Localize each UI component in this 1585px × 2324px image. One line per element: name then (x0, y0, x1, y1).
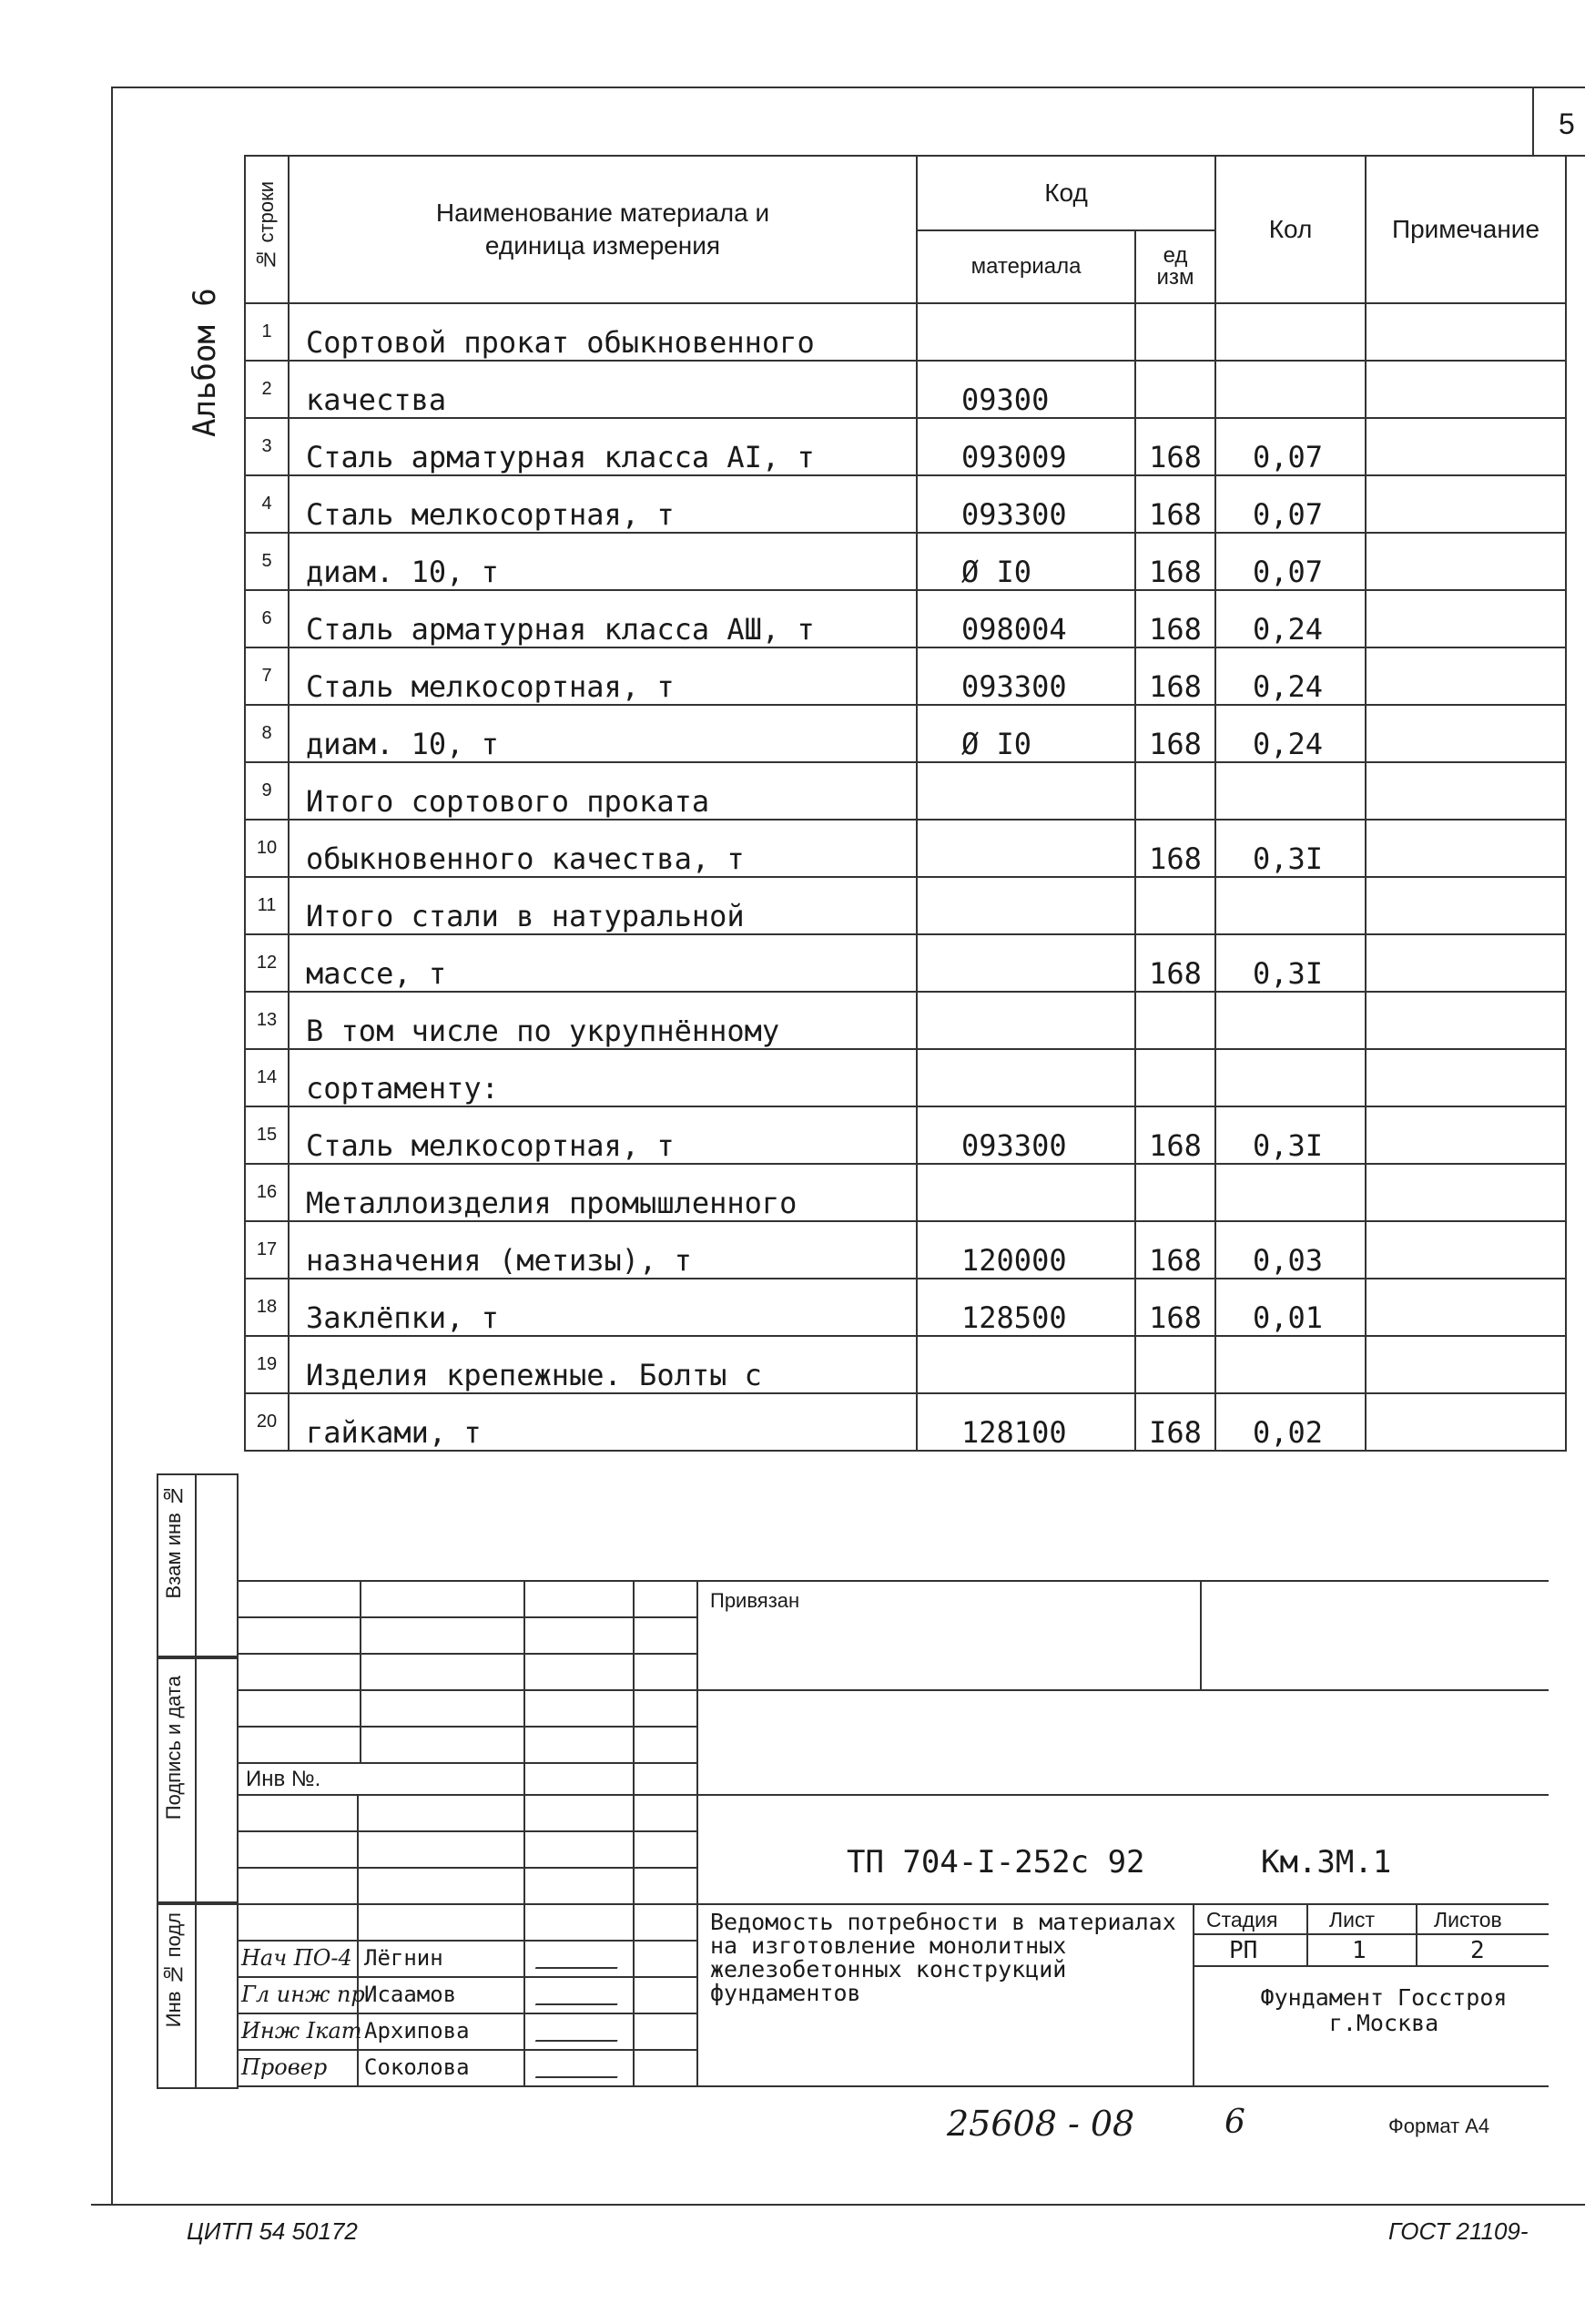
side-stripe-vzam-value (193, 1473, 239, 1659)
row-number: 19 (245, 1336, 289, 1393)
quantity (1215, 877, 1366, 934)
note (1366, 590, 1566, 647)
material-name: качества (289, 361, 917, 418)
material-code (917, 877, 1135, 934)
note (1366, 647, 1566, 705)
row-number: 12 (245, 934, 289, 992)
signature-mark (535, 2031, 621, 2042)
material-code (917, 1049, 1135, 1106)
person-role: Гл инж пр (241, 1982, 365, 2007)
table-row (245, 1393, 1566, 1451)
material-code (917, 303, 1135, 361)
table-row (245, 1164, 1566, 1221)
note (1366, 1106, 1566, 1164)
material-name: назначения (метизы), т (289, 1221, 917, 1279)
material-name: Заклёпки, т (289, 1279, 917, 1336)
table-row (245, 1049, 1566, 1106)
note (1366, 992, 1566, 1049)
signature-mark (535, 1994, 621, 2005)
quantity (1215, 1164, 1366, 1221)
quantity (1215, 361, 1366, 418)
inv-no-label: Инв №. (246, 1767, 321, 1791)
note (1366, 1279, 1566, 1336)
row-number: 1 (245, 303, 289, 361)
signature-mark (535, 1958, 621, 1969)
table-row (245, 533, 1566, 590)
row-number: 20 (245, 1393, 289, 1451)
header-material: материала (917, 230, 1135, 303)
unit-code (1135, 992, 1215, 1049)
header-unit: ед изм (1135, 230, 1215, 303)
person-role: Инж Iкат (241, 2018, 362, 2044)
material-name: Сталь арматурная класса AI, т (289, 418, 917, 475)
person-role: Провер (241, 2054, 328, 2080)
row-number: 4 (245, 475, 289, 533)
unit-code: 168 (1135, 1106, 1215, 1164)
footer-number: 25608 - 08 (947, 2104, 1135, 2144)
document-code: ТП 704-I-252с 92 (847, 1844, 1145, 1881)
table-row (245, 934, 1566, 992)
row-number: 8 (245, 705, 289, 762)
row-number: 18 (245, 1279, 289, 1336)
table-row (245, 1336, 1566, 1393)
material-name: обыкновенного качества, т (289, 820, 917, 877)
quantity (1215, 992, 1366, 1049)
row-number: 2 (245, 361, 289, 418)
material-name: Сталь мелкосортная, т (289, 475, 917, 533)
privyazan-label: Привязан (710, 1589, 800, 1612)
sheets-value: 2 (1470, 1937, 1485, 1964)
sheets-label: Листов (1434, 1908, 1502, 1932)
material-code: 128100 (917, 1393, 1135, 1451)
frame-bottom-line (91, 2204, 1585, 2206)
material-name: Изделия крепежные. Болты с (289, 1336, 917, 1393)
table-row (245, 877, 1566, 934)
quantity: 0,07 (1215, 533, 1366, 590)
note (1366, 820, 1566, 877)
note (1366, 1049, 1566, 1106)
footer-left-code: ЦИТП 54 50172 (187, 2217, 358, 2245)
note (1366, 533, 1566, 590)
table-row (245, 705, 1566, 762)
quantity: 0,24 (1215, 647, 1366, 705)
table-row (245, 820, 1566, 877)
side-stripe-podpis-value (193, 1656, 239, 1905)
unit-code: 168 (1135, 533, 1215, 590)
person-name: Исаамов (364, 1982, 457, 2007)
material-code: 128500 (917, 1279, 1135, 1336)
material-name: диам. 10, т (289, 705, 917, 762)
sheet-label: Лист (1329, 1908, 1375, 1932)
material-name: Сталь мелкосортная, т (289, 1106, 917, 1164)
unit-code: 168 (1135, 934, 1215, 992)
unit-code (1135, 1049, 1215, 1106)
material-code: 098004 (917, 590, 1135, 647)
note (1366, 418, 1566, 475)
material-code: 09300 (917, 361, 1135, 418)
row-number: 9 (245, 762, 289, 820)
note (1366, 1393, 1566, 1451)
unit-code: 168 (1135, 590, 1215, 647)
unit-code: 168 (1135, 705, 1215, 762)
album-label: Альбом 6 (187, 288, 223, 437)
stage-label: Стадия (1206, 1908, 1278, 1932)
note (1366, 475, 1566, 533)
row-number: 14 (245, 1049, 289, 1106)
quantity: 0,03 (1215, 1221, 1366, 1279)
material-name: сортаменту: (289, 1049, 917, 1106)
note (1366, 762, 1566, 820)
material-name: Металлоизделия промышленного (289, 1164, 917, 1221)
unit-code (1135, 762, 1215, 820)
person-name: Архипова (364, 2018, 470, 2044)
material-name: Сталь мелкосортная, т (289, 647, 917, 705)
material-code: 093300 (917, 1106, 1135, 1164)
row-number: 11 (245, 877, 289, 934)
unit-code (1135, 303, 1215, 361)
table-row (245, 1279, 1566, 1336)
table-row (245, 303, 1566, 361)
unit-code: 168 (1135, 647, 1215, 705)
row-number: 6 (245, 590, 289, 647)
object-name: Фундамент Госстроя г.Москва (1260, 1984, 1508, 2036)
table-row (245, 992, 1566, 1049)
material-code (917, 820, 1135, 877)
header-row-no: № строки (245, 156, 289, 303)
quantity: 0,24 (1215, 705, 1366, 762)
header-note: Примечание (1366, 156, 1566, 303)
unit-code: 168 (1135, 475, 1215, 533)
table-row (245, 762, 1566, 820)
note (1366, 877, 1566, 934)
side-stripe-vzam: Взам инв № (157, 1473, 197, 1659)
material-code (917, 934, 1135, 992)
material-name: Сортовой прокат обыкновенного (289, 303, 917, 361)
material-code: 093009 (917, 418, 1135, 475)
quantity: 0,24 (1215, 590, 1366, 647)
note (1366, 1221, 1566, 1279)
row-number: 16 (245, 1164, 289, 1221)
table-row (245, 361, 1566, 418)
document-suffix: Км.ЗМ.1 (1261, 1844, 1392, 1881)
frame-left-line (111, 87, 113, 2204)
material-name: Итого сортового проката (289, 762, 917, 820)
sheet-value: 1 (1352, 1937, 1367, 1964)
row-number: 13 (245, 992, 289, 1049)
material-name: гайками, т (289, 1393, 917, 1451)
quantity: 0,01 (1215, 1279, 1366, 1336)
material-name: диам. 10, т (289, 533, 917, 590)
unit-code (1135, 1336, 1215, 1393)
row-number: 10 (245, 820, 289, 877)
material-code: 120000 (917, 1221, 1135, 1279)
material-name: В том числе по укрупнённому (289, 992, 917, 1049)
quantity (1215, 1336, 1366, 1393)
header-name: Наименование материала и единица измерения (289, 156, 917, 303)
note (1366, 361, 1566, 418)
material-code: 093300 (917, 647, 1135, 705)
unit-code: 168 (1135, 1221, 1215, 1279)
header-qty: Кол (1215, 156, 1366, 303)
signature-mark (535, 2067, 621, 2078)
quantity (1215, 762, 1366, 820)
unit-code (1135, 877, 1215, 934)
unit-code (1135, 361, 1215, 418)
quantity: 0,02 (1215, 1393, 1366, 1451)
person-name: Соколова (364, 2054, 470, 2080)
header-code: Код (917, 156, 1215, 230)
side-stripe-inv: Инв № подл (157, 1901, 197, 2089)
side-stripe-inv-value (193, 1901, 239, 2089)
material-code: 093300 (917, 475, 1135, 533)
quantity: 0,07 (1215, 418, 1366, 475)
material-code (917, 992, 1135, 1049)
quantity (1215, 303, 1366, 361)
footer-format: Формат А4 (1388, 2115, 1490, 2137)
table-row (245, 1106, 1566, 1164)
row-number: 15 (245, 1106, 289, 1164)
unit-code: 168 (1135, 418, 1215, 475)
sheet-number: 5 (1559, 107, 1575, 140)
quantity (1215, 1049, 1366, 1106)
table-row (245, 590, 1566, 647)
row-number: 3 (245, 418, 289, 475)
person-name: Лёгнин (364, 1945, 443, 1971)
note (1366, 934, 1566, 992)
person-role: Нач ПО-4 (241, 1945, 352, 1971)
unit-code: 168 (1135, 1279, 1215, 1336)
row-number: 7 (245, 647, 289, 705)
row-number: 5 (245, 533, 289, 590)
material-name: Сталь арматурная класса AШ, т (289, 590, 917, 647)
footer-page: 6 (1224, 2104, 1245, 2141)
unit-code: 168 (1135, 820, 1215, 877)
document-title: Ведомость потребности в материалах на изготовление монолитных железобетонных конструкций фундаментов (710, 1909, 1176, 2006)
quantity: 0,3I (1215, 934, 1366, 992)
table-row (245, 647, 1566, 705)
table-row (245, 1221, 1566, 1279)
materials-table (244, 155, 1567, 1452)
note (1366, 303, 1566, 361)
quantity: 0,3I (1215, 820, 1366, 877)
material-code (917, 1164, 1135, 1221)
note (1366, 1336, 1566, 1393)
material-name: массе, т (289, 934, 917, 992)
quantity: 0,07 (1215, 475, 1366, 533)
frame-top-line (111, 87, 1585, 88)
material-name: Итого стали в натуральной (289, 877, 917, 934)
note (1366, 705, 1566, 762)
unit-code (1135, 1164, 1215, 1221)
footer-gost: ГОСТ 21109- (1388, 2217, 1529, 2245)
table-row (245, 475, 1566, 533)
material-code: Ø I0 (917, 705, 1135, 762)
note (1366, 1164, 1566, 1221)
material-code (917, 1336, 1135, 1393)
unit-code: I68 (1135, 1393, 1215, 1451)
row-number: 17 (245, 1221, 289, 1279)
material-code: Ø I0 (917, 533, 1135, 590)
table-row (245, 418, 1566, 475)
material-code (917, 762, 1135, 820)
quantity: 0,3I (1215, 1106, 1366, 1164)
stage-value: РП (1229, 1937, 1258, 1964)
side-stripe-podpis: Подпись и дата (157, 1656, 197, 1905)
